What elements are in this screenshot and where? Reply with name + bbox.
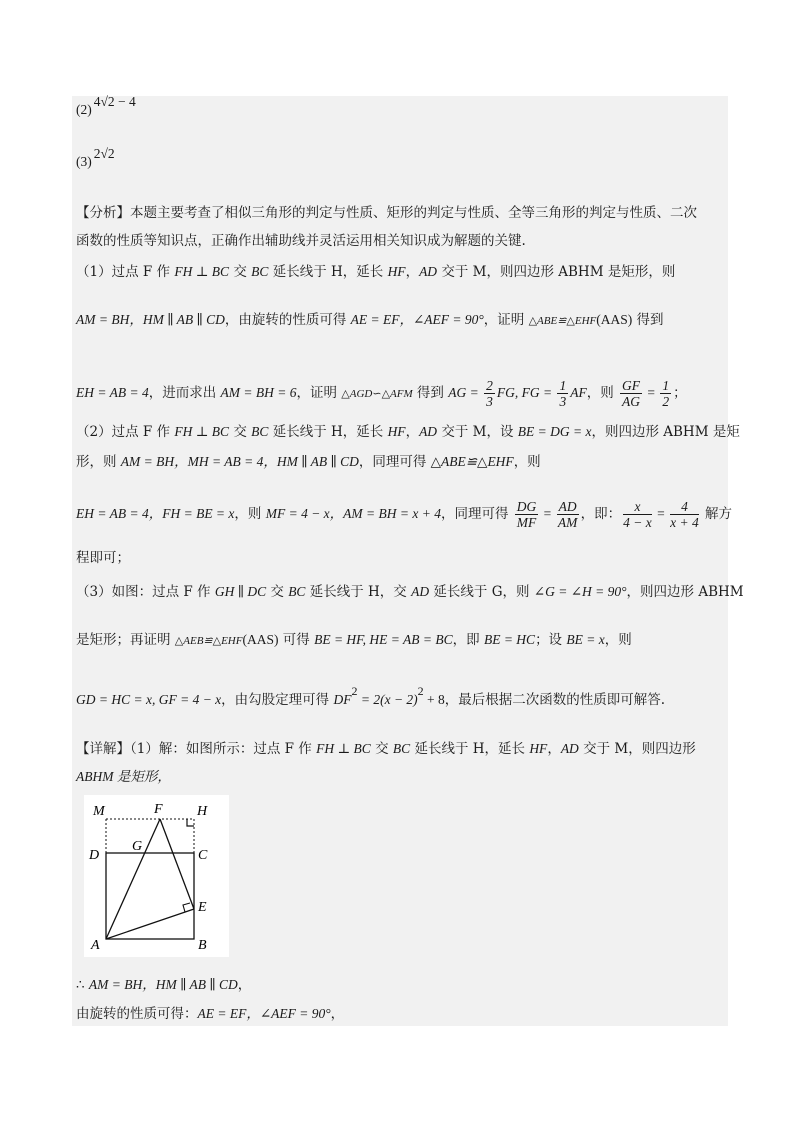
text: 交 xyxy=(370,741,393,757)
math: AM = BH，MH = AB = 4，HM ∥ AB ∥ CD xyxy=(120,454,359,469)
math: BE = x xyxy=(566,632,605,647)
analysis-p3-line-2 xyxy=(76,630,632,651)
answer-2 xyxy=(76,94,136,120)
detail-line-3 xyxy=(76,975,251,995)
fraction xyxy=(515,499,539,530)
text: 由旋转的性质可得： xyxy=(76,1006,198,1022)
fraction xyxy=(670,499,699,530)
label-f: F xyxy=(154,802,163,817)
label-m: M xyxy=(93,804,105,819)
math: = xyxy=(540,506,555,521)
geometry-figure xyxy=(84,795,229,957)
text: 延长线于 G，则 xyxy=(429,584,534,600)
analysis-p1-line-3 xyxy=(76,375,687,412)
fraction xyxy=(660,378,671,409)
answer-3-expression: 2√2 xyxy=(93,146,115,161)
analysis-line-2 xyxy=(76,231,526,251)
segment-ae xyxy=(106,909,194,939)
math: AD xyxy=(411,584,430,599)
superscript: 2 xyxy=(351,684,358,698)
text: ABHM 是矩形， xyxy=(76,769,171,784)
text: ；设 xyxy=(535,632,567,648)
text: ，则四边形 ABHM xyxy=(626,584,744,600)
analysis-p3-line-1 xyxy=(76,582,744,602)
math: MF = 4 − x，AM = BH = x + 4 xyxy=(265,506,441,521)
text: ， xyxy=(405,424,420,440)
fraction xyxy=(484,378,495,409)
math: FH ⊥ BC xyxy=(174,264,230,279)
detail-tag: 【详解】 xyxy=(76,741,130,757)
text: 交 xyxy=(229,264,252,280)
analysis-tag: 【分析】 xyxy=(76,205,130,221)
text: 解方 xyxy=(700,506,733,522)
text: ，即 xyxy=(452,632,484,648)
math: HF xyxy=(387,264,406,279)
math: BC xyxy=(251,424,269,439)
analysis-intro-1: 本题主要考查了相似三角形的判定与性质、矩形的判定与性质、全等三角形的判定与性质、二次 xyxy=(130,205,697,221)
text: ，同理可得 xyxy=(358,454,431,470)
text: （3）如图：过点 F 作 xyxy=(76,584,215,600)
segment-fe xyxy=(160,819,194,909)
text: 延长线于 H，交 xyxy=(305,584,412,600)
text: ，由勾股定理可得 xyxy=(221,692,334,708)
label-g: G xyxy=(132,839,143,854)
math: AD xyxy=(419,424,438,439)
right-angle-h xyxy=(187,819,194,826)
math: AG = xyxy=(448,385,483,400)
math: FH ⊥ BC xyxy=(174,424,230,439)
math: = xyxy=(653,506,669,521)
fraction-denominator: 4 − x xyxy=(623,515,652,530)
math: BE = HC xyxy=(483,632,536,647)
math: △ABE≌△EHF xyxy=(528,315,597,327)
analysis-line-1 xyxy=(76,203,697,223)
fraction-denominator: AG xyxy=(622,394,640,409)
text: ，证明 xyxy=(483,312,529,328)
math: = xyxy=(644,385,659,400)
text: ，进而求出 xyxy=(148,385,221,401)
fraction-numerator: GF xyxy=(622,378,640,393)
fraction-denominator: MF xyxy=(516,515,537,530)
analysis-p2-line-4 xyxy=(76,548,130,568)
text: 交于 M，设 xyxy=(437,424,518,440)
text: ，由旋转的性质可得 xyxy=(224,312,351,328)
label-c: C xyxy=(198,848,208,863)
math: AE = EF，∠AEF = 90° xyxy=(197,1006,331,1021)
answer-3-number: (3) xyxy=(76,154,92,169)
label-b: B xyxy=(198,938,207,953)
text: 交 xyxy=(266,584,289,600)
fraction xyxy=(623,499,652,530)
math: = 2(x − 2) xyxy=(357,692,418,707)
text: ，即： xyxy=(580,506,622,522)
text: ， xyxy=(547,741,561,757)
analysis-p2-line-3 xyxy=(76,496,732,532)
text: ； xyxy=(673,385,687,401)
text: 程即可； xyxy=(76,550,130,566)
text: ，则 xyxy=(234,506,266,522)
text: ， xyxy=(330,1006,345,1022)
math: BE = HF, HE = AB = BC xyxy=(314,632,453,647)
analysis-p1-line-2 xyxy=(76,310,664,331)
text: 形，则 xyxy=(76,454,121,470)
answer-2-expression: 4√2 − 4 xyxy=(93,94,136,109)
label-a: A xyxy=(91,938,100,953)
math: △AGD∽△AFM xyxy=(341,388,413,400)
label-h: H xyxy=(197,804,208,819)
text: 可得 xyxy=(278,632,315,648)
fraction-denominator: AM xyxy=(557,515,578,530)
fraction-numerator: 1 xyxy=(662,378,670,393)
text: （2）过点 F 作 xyxy=(76,424,175,440)
fraction-numerator: 4 xyxy=(670,499,699,515)
fraction-numerator: AD xyxy=(558,499,577,514)
fraction-numerator: x xyxy=(623,499,652,515)
segment-af xyxy=(106,819,160,939)
math: BC xyxy=(251,264,269,279)
math: AM = BH，HM ∥ AB ∥ CD xyxy=(88,977,238,992)
math: BE = DG = x xyxy=(517,424,592,439)
answer-3 xyxy=(76,146,115,172)
math: AM = BH = 6 xyxy=(220,385,297,400)
therefore-symbol: ∴ xyxy=(76,977,89,993)
text: （1）过点 F 作 xyxy=(76,264,175,280)
math: (AAS) xyxy=(596,312,633,327)
math: AD xyxy=(560,741,579,756)
math: FG, FG = xyxy=(496,385,556,400)
math: EH = AB = 4，FH = BE = x xyxy=(76,506,235,521)
analysis-p1-line-1 xyxy=(76,262,675,282)
text: 得到 xyxy=(632,312,664,328)
math: AM = BH，HM ∥ AB ∥ CD xyxy=(76,312,225,327)
math: BC xyxy=(392,741,411,756)
text: 交于 M，则四边形 xyxy=(578,741,696,757)
text: ，最后根据二次函数的性质即可解答. xyxy=(444,692,666,708)
math: HF xyxy=(529,741,548,756)
geometry-diagram xyxy=(84,795,229,957)
text: ，则 xyxy=(586,385,618,401)
label-d: D xyxy=(89,848,100,863)
text: 延长线于 H，延长 xyxy=(268,264,388,280)
math: BC xyxy=(288,584,306,599)
fraction-denominator: 3 xyxy=(559,394,567,409)
math: FH ⊥ BC xyxy=(316,741,371,756)
analysis-intro-2: 函数的性质等知识点，正确作出辅助线并灵活运用相关知识成为解题的关键. xyxy=(76,233,526,249)
text: ，则 xyxy=(604,632,632,648)
text: ，同理可得 xyxy=(440,506,513,522)
text: ，证明 xyxy=(296,385,342,401)
text: （1）解：如图所示：过点 F 作 xyxy=(130,741,317,757)
detail-line-2 xyxy=(76,767,171,787)
math: (AAS) xyxy=(242,632,279,647)
math: EH = AB = 4 xyxy=(76,385,149,400)
analysis-p2-line-1 xyxy=(76,422,740,442)
label-e: E xyxy=(198,900,207,915)
fraction xyxy=(620,378,642,409)
math: AD xyxy=(419,264,438,279)
fraction xyxy=(557,499,579,530)
text: ， xyxy=(405,264,420,280)
text: 是矩形；再证明 xyxy=(76,632,175,648)
text: 交于 M，则四边形 ABHM 是矩形，则 xyxy=(437,264,676,280)
math: △ABE≌△EHF xyxy=(430,454,514,469)
fraction-numerator: DG xyxy=(516,499,537,514)
fraction xyxy=(557,378,568,409)
math: GD = HC = x, GF = 4 − x xyxy=(76,692,222,707)
detail-line-1 xyxy=(76,739,696,759)
analysis-p3-line-3 xyxy=(76,684,666,710)
text: 得到 xyxy=(412,385,449,401)
fraction-numerator: 2 xyxy=(486,378,493,393)
fraction-numerator: 1 xyxy=(559,378,567,393)
fraction-denominator: 3 xyxy=(486,394,493,409)
text: ，则四边形 ABHM 是矩 xyxy=(591,424,740,440)
square-abcd xyxy=(106,853,194,939)
text: 延长线于 H，延长 xyxy=(410,741,530,757)
math: GH ∥ DC xyxy=(214,584,267,599)
superscript: 2 xyxy=(417,684,424,698)
text: 交 xyxy=(229,424,252,440)
fraction-denominator: x + 4 xyxy=(670,515,699,530)
math: AF xyxy=(570,385,587,400)
text: ，则 xyxy=(513,454,541,470)
fraction-denominator: 2 xyxy=(662,394,670,409)
text: ， xyxy=(237,977,252,993)
math: DF xyxy=(333,692,352,707)
answer-2-number: (2) xyxy=(76,102,92,117)
math: HF xyxy=(387,424,406,439)
math: ∠G = ∠H = 90° xyxy=(533,584,627,599)
math: + 8 xyxy=(423,692,445,707)
detail-line-4 xyxy=(76,1004,344,1024)
analysis-p2-line-2 xyxy=(76,452,541,472)
math: AE = EF，∠AEF = 90° xyxy=(350,312,484,327)
math: △AEB≌△EHF xyxy=(174,635,243,647)
text: 延长线于 H，延长 xyxy=(268,424,388,440)
